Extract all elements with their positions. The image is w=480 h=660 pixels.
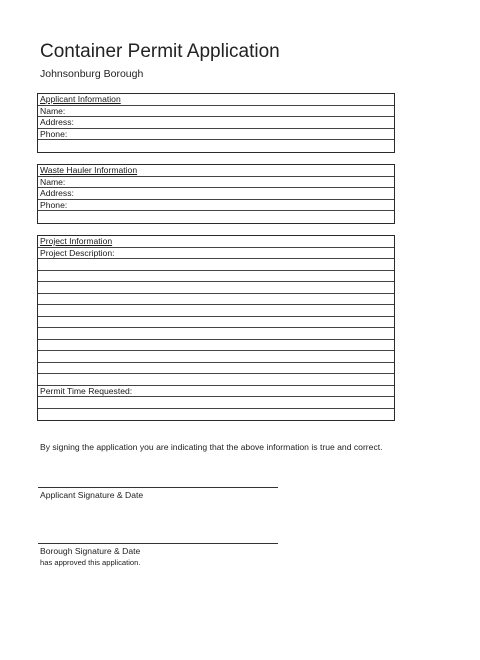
waste-hauler-information-section	[37, 164, 395, 224]
applicant-address-field[interactable]: Address:	[38, 117, 394, 129]
permit-time-requested-label: Permit Time Requested:	[38, 386, 394, 398]
hauler-name-field[interactable]: Name:	[38, 177, 394, 189]
project-description-line[interactable]	[38, 317, 394, 329]
applicant-name-field[interactable]: Name:	[38, 106, 394, 118]
borough-signature-label: Borough Signature & Date	[40, 546, 141, 556]
section-heading: Applicant Information	[38, 94, 394, 106]
applicant-phone-field[interactable]: Phone:	[38, 129, 394, 141]
project-description-line[interactable]	[38, 351, 394, 363]
project-description-line[interactable]	[38, 363, 394, 375]
page-subtitle: Johnsonburg Borough	[40, 68, 144, 80]
certification-statement: By signing the application you are indicating that the above information is true and correct.	[40, 442, 383, 452]
permit-time-line[interactable]	[38, 409, 394, 421]
hauler-blank-row[interactable]	[38, 211, 394, 223]
project-description-line[interactable]	[38, 271, 394, 283]
applicant-information-section	[37, 93, 395, 153]
hauler-phone-field[interactable]: Phone:	[38, 200, 394, 212]
project-description-label: Project Description:	[38, 248, 394, 260]
section-heading: Waste Hauler Information	[38, 165, 394, 177]
hauler-address-field[interactable]: Address:	[38, 188, 394, 200]
page-title: Container Permit Application	[40, 41, 280, 62]
section-heading: Project Information	[38, 236, 394, 248]
project-description-line[interactable]	[38, 374, 394, 386]
project-description-line[interactable]	[38, 282, 394, 294]
permit-time-line[interactable]	[38, 397, 394, 409]
project-information-section	[37, 235, 395, 421]
project-description-line[interactable]	[38, 294, 394, 306]
borough-signature-line[interactable]	[38, 543, 278, 544]
project-description-line[interactable]	[38, 259, 394, 271]
applicant-signature-line[interactable]	[38, 487, 278, 488]
project-description-line[interactable]	[38, 340, 394, 352]
project-description-line[interactable]	[38, 305, 394, 317]
applicant-signature-label: Applicant Signature & Date	[40, 490, 144, 500]
project-description-line[interactable]	[38, 328, 394, 340]
applicant-blank-row[interactable]	[38, 140, 394, 152]
borough-approval-note: has approved this application.	[40, 558, 141, 567]
